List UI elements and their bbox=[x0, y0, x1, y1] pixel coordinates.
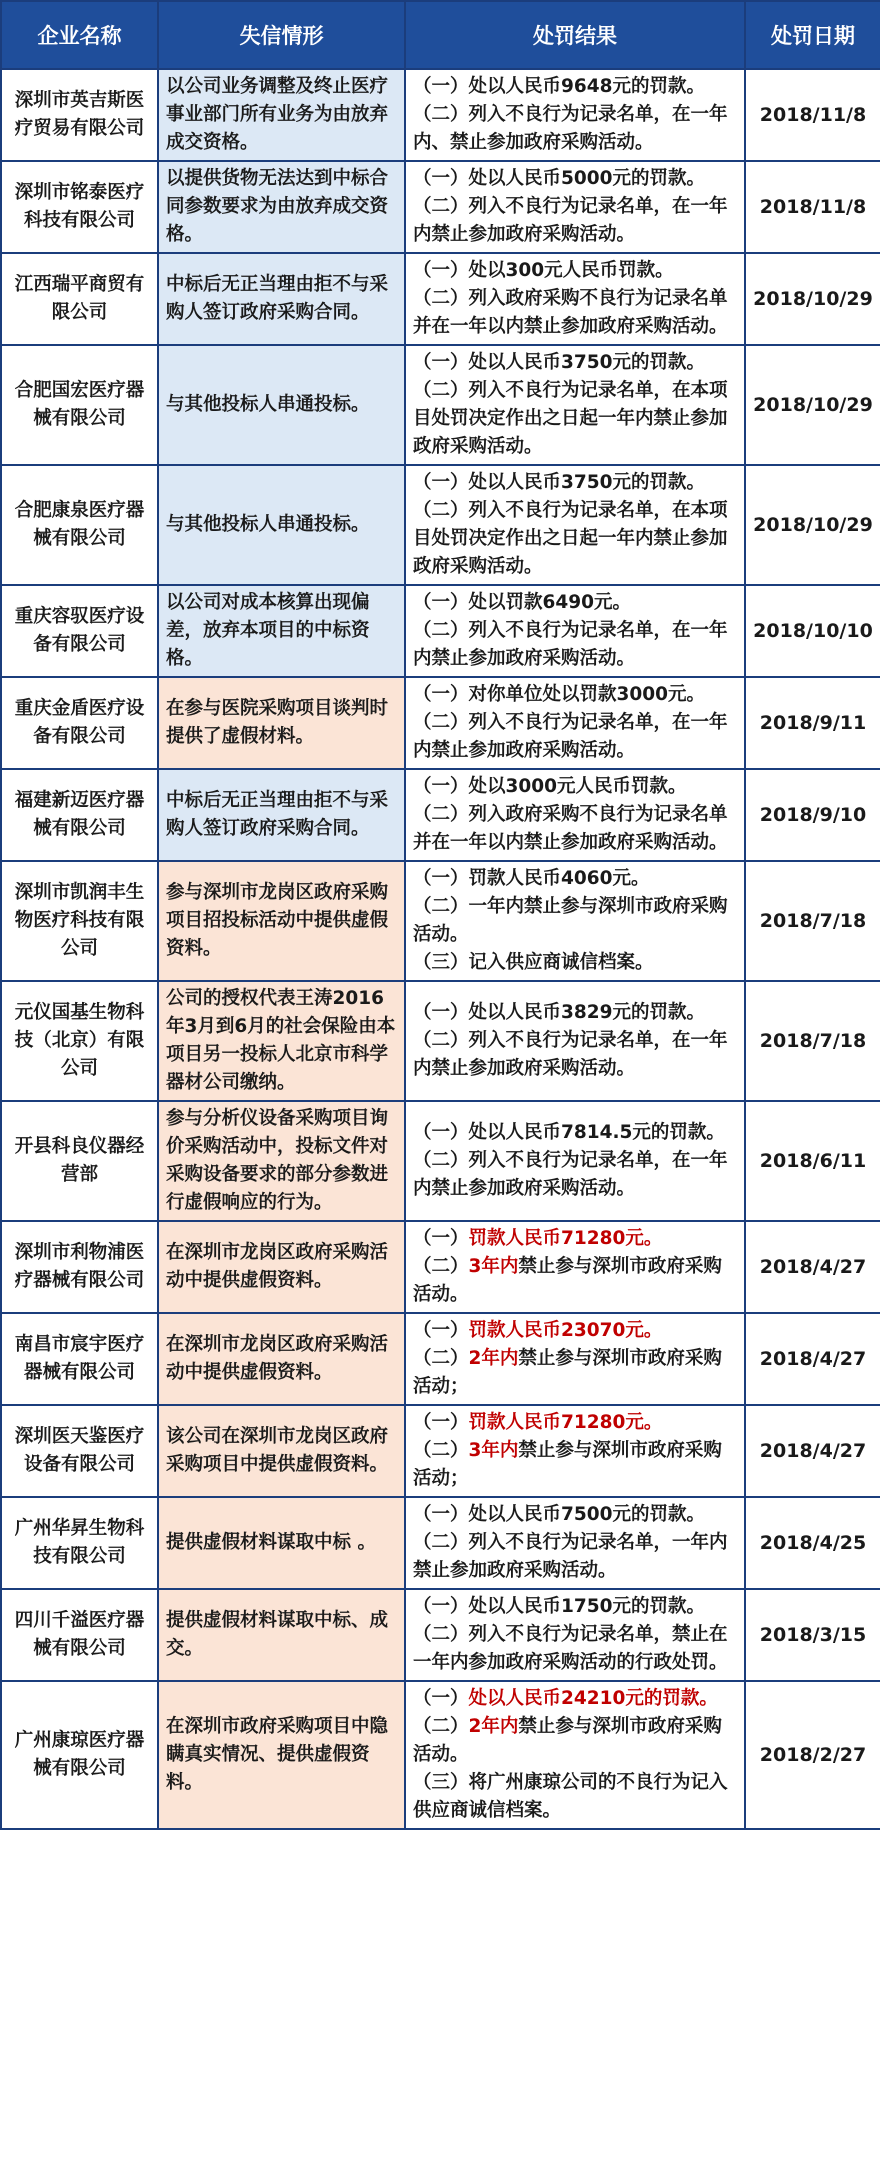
table-row bbox=[1, 1313, 880, 1405]
table-row bbox=[1, 861, 880, 981]
result-text: （二）列入不良行为记录名单，禁止在一年内参加政府采购活动的行政处罚。 bbox=[413, 1624, 728, 1673]
result-line bbox=[413, 865, 737, 893]
date-cell: 2018/4/27 bbox=[745, 1221, 880, 1313]
table-row bbox=[1, 253, 880, 345]
result-cell bbox=[405, 1101, 745, 1221]
result-text: （二）列入政府采购不良行为记录名单并在一年以内禁止参加政府采购活动。 bbox=[413, 804, 728, 853]
company-cell: 福建新迈医疗器械有限公司 bbox=[1, 769, 158, 861]
result-line bbox=[413, 1027, 737, 1083]
situation-cell: 参与分析仪设备采购项目询价采购活动中，投标文件对采购设备要求的部分参数进行虚假响应的行为。 bbox=[158, 1101, 405, 1221]
result-line bbox=[413, 1713, 737, 1769]
result-line bbox=[413, 165, 737, 193]
result-line bbox=[413, 949, 737, 977]
result-line bbox=[413, 617, 737, 673]
table-row bbox=[1, 69, 880, 161]
table-row bbox=[1, 1405, 880, 1497]
result-text: （一）处以人民币7500元的罚款。 bbox=[413, 1504, 705, 1525]
result-line bbox=[413, 1119, 737, 1147]
result-highlight: 2年内 bbox=[468, 1348, 519, 1369]
result-highlight: 处以人民币24210元的罚款。 bbox=[468, 1688, 718, 1709]
result-line bbox=[413, 1345, 737, 1401]
result-cell bbox=[405, 861, 745, 981]
date-cell: 2018/10/29 bbox=[745, 465, 880, 585]
company-cell: 广州华昇生物科技有限公司 bbox=[1, 1497, 158, 1589]
result-highlight: 2年内 bbox=[468, 1716, 519, 1737]
situation-cell: 公司的授权代表王涛2016年3月到6月的社会保险由本项目另一投标人北京市科学器材公司缴纳。 bbox=[158, 981, 405, 1101]
company-cell: 深圳市英吉斯医疗贸易有限公司 bbox=[1, 69, 158, 161]
result-text: （二） bbox=[413, 1440, 469, 1461]
header-date: 处罚日期 bbox=[745, 1, 880, 69]
result-line bbox=[413, 1593, 737, 1621]
situation-cell: 提供虚假材料谋取中标 。 bbox=[158, 1497, 405, 1589]
result-text: （一）处以3000元人民币罚款。 bbox=[413, 776, 687, 797]
result-cell bbox=[405, 1405, 745, 1497]
result-line bbox=[413, 73, 737, 101]
result-line bbox=[413, 1225, 737, 1253]
situation-cell: 在深圳市政府采购项目中隐瞒真实情况、提供虚假资料。 bbox=[158, 1681, 405, 1829]
result-text: （二）列入不良行为记录名单，在一年内禁止参加政府采购活动。 bbox=[413, 196, 728, 245]
table-row bbox=[1, 465, 880, 585]
result-line bbox=[413, 193, 737, 249]
result-line bbox=[413, 1501, 737, 1529]
header-row bbox=[1, 1, 880, 69]
result-text: （一）处以人民币3750元的罚款。 bbox=[413, 472, 705, 493]
table-row bbox=[1, 677, 880, 769]
result-highlight: 罚款人民币23070元。 bbox=[468, 1320, 663, 1341]
result-text: （一）罚款人民币4060元。 bbox=[413, 868, 650, 889]
result-cell bbox=[405, 585, 745, 677]
date-cell: 2018/11/8 bbox=[745, 161, 880, 253]
result-cell bbox=[405, 769, 745, 861]
result-text: （一）处以300元人民币罚款。 bbox=[413, 260, 674, 281]
company-cell: 合肥国宏医疗器械有限公司 bbox=[1, 345, 158, 465]
date-cell: 2018/10/29 bbox=[745, 345, 880, 465]
header-result: 处罚结果 bbox=[405, 1, 745, 69]
result-line bbox=[413, 1317, 737, 1345]
result-highlight: 罚款人民币71280元。 bbox=[468, 1412, 663, 1433]
result-line bbox=[413, 1529, 737, 1585]
result-text: （二）列入不良行为记录名单，在一年内、禁止参加政府采购活动。 bbox=[413, 104, 728, 153]
date-cell: 2018/4/27 bbox=[745, 1313, 880, 1405]
table-row bbox=[1, 345, 880, 465]
result-text: 禁止参与深圳市政府采购活动； bbox=[413, 1440, 722, 1489]
result-line bbox=[413, 349, 737, 377]
company-cell: 重庆容驭医疗设备有限公司 bbox=[1, 585, 158, 677]
situation-cell: 在参与医院采购项目谈判时提供了虚假材料。 bbox=[158, 677, 405, 769]
result-text: （一）对你单位处以罚款3000元。 bbox=[413, 684, 705, 705]
result-text: （二）列入不良行为记录名单，在一年内禁止参加政府采购活动。 bbox=[413, 1150, 728, 1199]
situation-cell: 与其他投标人串通投标。 bbox=[158, 465, 405, 585]
result-text: （一）处以人民币1750元的罚款。 bbox=[413, 1596, 705, 1617]
table-row bbox=[1, 1221, 880, 1313]
company-cell: 元仪国基生物科技（北京）有限公司 bbox=[1, 981, 158, 1101]
result-line bbox=[413, 773, 737, 801]
header-situation: 失信情形 bbox=[158, 1, 405, 69]
result-line bbox=[413, 1253, 737, 1309]
result-text: （一）处以人民币9648元的罚款。 bbox=[413, 76, 705, 97]
situation-cell: 提供虚假材料谋取中标、成交。 bbox=[158, 1589, 405, 1681]
company-cell: 深圳市凯润丰生物医疗科技有限公司 bbox=[1, 861, 158, 981]
result-cell bbox=[405, 161, 745, 253]
table-row bbox=[1, 1101, 880, 1221]
result-text: （三）记入供应商诚信档案。 bbox=[413, 952, 654, 973]
result-text: （二）列入政府采购不良行为记录名单并在一年以内禁止参加政府采购活动。 bbox=[413, 288, 728, 337]
result-line bbox=[413, 469, 737, 497]
result-line bbox=[413, 589, 737, 617]
result-cell bbox=[405, 345, 745, 465]
table-row bbox=[1, 1589, 880, 1681]
result-cell bbox=[405, 253, 745, 345]
result-line bbox=[413, 999, 737, 1027]
result-text: 禁止参与深圳市政府采购活动； bbox=[413, 1348, 722, 1397]
company-cell: 重庆金盾医疗设备有限公司 bbox=[1, 677, 158, 769]
result-cell bbox=[405, 1681, 745, 1829]
date-cell: 2018/11/8 bbox=[745, 69, 880, 161]
date-cell: 2018/2/27 bbox=[745, 1681, 880, 1829]
company-cell: 深圳市利物浦医疗器械有限公司 bbox=[1, 1221, 158, 1313]
table-row bbox=[1, 161, 880, 253]
result-line bbox=[413, 1621, 737, 1677]
result-text: （二） bbox=[413, 1348, 469, 1369]
table-body bbox=[1, 69, 880, 1829]
situation-cell: 中标后无正当理由拒不与采购人签订政府采购合同。 bbox=[158, 769, 405, 861]
date-cell: 2018/10/10 bbox=[745, 585, 880, 677]
result-cell bbox=[405, 69, 745, 161]
company-cell: 深圳市铭泰医疗科技有限公司 bbox=[1, 161, 158, 253]
company-cell: 合肥康泉医疗器械有限公司 bbox=[1, 465, 158, 585]
situation-cell: 在深圳市龙岗区政府采购活动中提供虚假资料。 bbox=[158, 1313, 405, 1405]
date-cell: 2018/4/25 bbox=[745, 1497, 880, 1589]
result-text: （二）一年内禁止参与深圳市政府采购活动。 bbox=[413, 896, 728, 945]
result-text: （一）处以人民币3750元的罚款。 bbox=[413, 352, 705, 373]
result-line bbox=[413, 497, 737, 581]
result-line bbox=[413, 257, 737, 285]
result-line bbox=[413, 709, 737, 765]
header-company: 企业名称 bbox=[1, 1, 158, 69]
date-cell: 2018/9/11 bbox=[745, 677, 880, 769]
result-cell bbox=[405, 1589, 745, 1681]
company-cell: 开县科良仪器经营部 bbox=[1, 1101, 158, 1221]
situation-cell: 参与深圳市龙岗区政府采购项目招投标活动中提供虚假资料。 bbox=[158, 861, 405, 981]
situation-cell: 在深圳市龙岗区政府采购活动中提供虚假资料。 bbox=[158, 1221, 405, 1313]
table-row bbox=[1, 769, 880, 861]
date-cell: 2018/6/11 bbox=[745, 1101, 880, 1221]
result-cell bbox=[405, 677, 745, 769]
result-highlight: 3年内 bbox=[468, 1440, 519, 1461]
result-line bbox=[413, 1437, 737, 1493]
result-text: （一）处以罚款6490元。 bbox=[413, 592, 631, 613]
result-text: （一）处以人民币5000元的罚款。 bbox=[413, 168, 705, 189]
result-line bbox=[413, 1147, 737, 1203]
situation-cell: 中标后无正当理由拒不与采购人签订政府采购合同。 bbox=[158, 253, 405, 345]
result-text: （一） bbox=[413, 1412, 469, 1433]
result-text: （三）将广州康琼公司的不良行为记入供应商诚信档案。 bbox=[413, 1772, 728, 1821]
situation-cell: 与其他投标人串通投标。 bbox=[158, 345, 405, 465]
result-cell bbox=[405, 465, 745, 585]
result-text: （二） bbox=[413, 1256, 469, 1277]
date-cell: 2018/3/15 bbox=[745, 1589, 880, 1681]
result-cell bbox=[405, 1221, 745, 1313]
result-cell bbox=[405, 1497, 745, 1589]
date-cell: 2018/4/27 bbox=[745, 1405, 880, 1497]
date-cell: 2018/7/18 bbox=[745, 981, 880, 1101]
result-line bbox=[413, 801, 737, 857]
result-text: 禁止参与深圳市政府采购活动。 bbox=[413, 1256, 722, 1305]
date-cell: 2018/7/18 bbox=[745, 861, 880, 981]
result-text: 禁止参与深圳市政府采购活动。 bbox=[413, 1716, 722, 1765]
company-cell: 江西瑞平商贸有限公司 bbox=[1, 253, 158, 345]
table-row bbox=[1, 1681, 880, 1829]
situation-cell: 以公司业务调整及终止医疗事业部门所有业务为由放弃成交资格。 bbox=[158, 69, 405, 161]
result-highlight: 3年内 bbox=[468, 1256, 519, 1277]
result-text: （一） bbox=[413, 1320, 469, 1341]
date-cell: 2018/9/10 bbox=[745, 769, 880, 861]
result-text: （二）列入不良行为记录名单，一年内禁止参加政府采购活动。 bbox=[413, 1532, 728, 1581]
situation-cell: 以提供货物无法达到中标合同参数要求为由放弃成交资格。 bbox=[158, 161, 405, 253]
table-row bbox=[1, 1497, 880, 1589]
result-line bbox=[413, 101, 737, 157]
result-cell bbox=[405, 1313, 745, 1405]
result-text: （一） bbox=[413, 1228, 469, 1249]
company-cell: 四川千溢医疗器械有限公司 bbox=[1, 1589, 158, 1681]
result-text: （一）处以人民币7814.5元的罚款。 bbox=[413, 1122, 725, 1143]
situation-cell: 该公司在深圳市龙岗区政府采购项目中提供虚假资料。 bbox=[158, 1405, 405, 1497]
company-cell: 深圳医天鉴医疗设备有限公司 bbox=[1, 1405, 158, 1497]
result-text: （一）处以人民币3829元的罚款。 bbox=[413, 1002, 705, 1023]
result-text: （二）列入不良行为记录名单，在一年内禁止参加政府采购活动。 bbox=[413, 712, 728, 761]
situation-cell: 以公司对成本核算出现偏差，放弃本项目的中标资格。 bbox=[158, 585, 405, 677]
table-row bbox=[1, 981, 880, 1101]
result-text: （二）列入不良行为记录名单，在一年内禁止参加政府采购活动。 bbox=[413, 620, 728, 669]
result-text: （一） bbox=[413, 1688, 469, 1709]
result-line bbox=[413, 1685, 737, 1713]
result-cell bbox=[405, 981, 745, 1101]
result-line bbox=[413, 681, 737, 709]
result-text: （二）列入不良行为记录名单，在一年内禁止参加政府采购活动。 bbox=[413, 1030, 728, 1079]
result-line bbox=[413, 1409, 737, 1437]
date-cell: 2018/10/29 bbox=[745, 253, 880, 345]
result-text: （二）列入不良行为记录名单，在本项目处罚决定作出之日起一年内禁止参加政府采购活动。 bbox=[413, 380, 728, 457]
company-cell: 广州康琼医疗器械有限公司 bbox=[1, 1681, 158, 1829]
result-text: （二）列入不良行为记录名单，在本项目处罚决定作出之日起一年内禁止参加政府采购活动。 bbox=[413, 500, 728, 577]
result-line bbox=[413, 377, 737, 461]
table-row bbox=[1, 585, 880, 677]
result-line bbox=[413, 285, 737, 341]
company-cell: 南昌市宸宇医疗器械有限公司 bbox=[1, 1313, 158, 1405]
result-line bbox=[413, 893, 737, 949]
result-line bbox=[413, 1769, 737, 1825]
result-text: （二） bbox=[413, 1716, 469, 1737]
result-highlight: 罚款人民币71280元。 bbox=[468, 1228, 663, 1249]
